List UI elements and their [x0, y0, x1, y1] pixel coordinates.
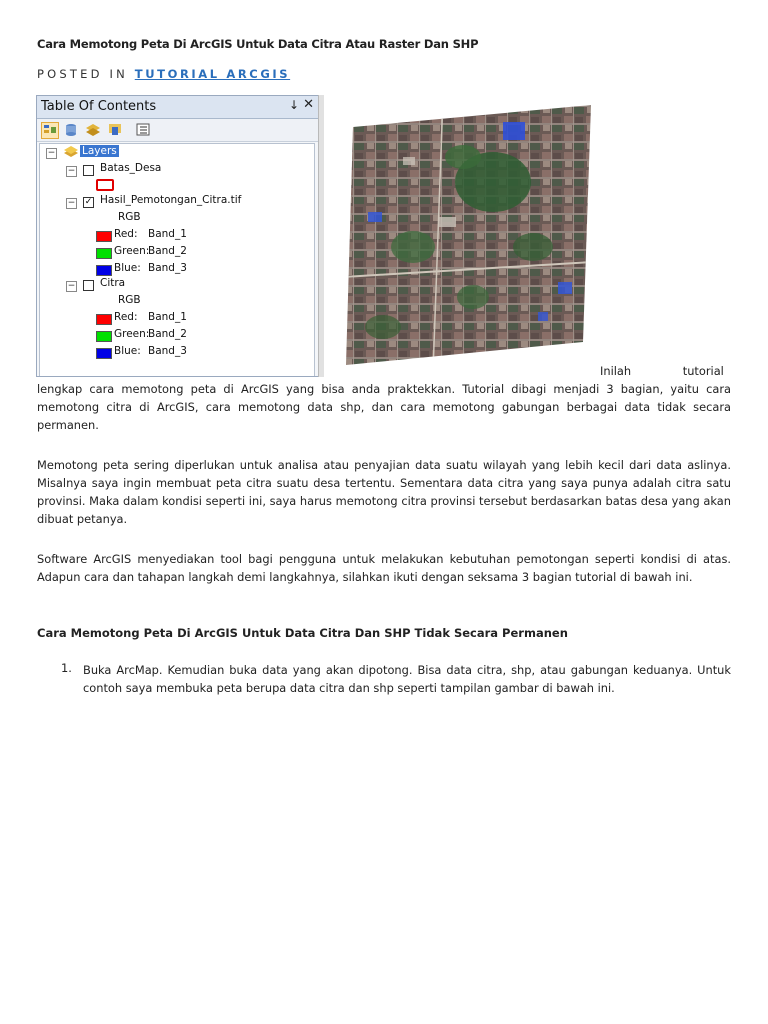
clipped-satellite-image — [343, 97, 593, 372]
step-number: 1. — [61, 661, 72, 675]
band-channel: Red: — [114, 311, 138, 323]
green-band-swatch — [96, 248, 112, 259]
close-icon[interactable]: ✕ — [303, 97, 314, 112]
table-of-contents-panel — [36, 95, 322, 377]
legend-title: RGB — [118, 294, 141, 306]
band-name: Band_2 — [148, 245, 187, 257]
posted-in-label: POSTED IN — [37, 67, 128, 81]
layer-name[interactable]: Hasil_Pemotongan_Citra.tif — [100, 194, 242, 206]
pin-icon[interactable]: ↓ — [288, 98, 299, 112]
band-channel: Blue: — [114, 345, 141, 357]
band-channel: Green: — [114, 245, 150, 257]
step-text: Buka ArcMap. Kemudian buka data yang akan dipotong. Bisa data citra, shp, atau gabungan keduanya. Untuk contoh saya membuka peta berupa data citra dan shp seperti tampilan gambar di bawah ini. — [83, 663, 731, 695]
polygon-symbol — [96, 179, 114, 191]
band-channel: Green: — [114, 328, 150, 340]
category-link[interactable]: TUTORIAL ARCGIS — [134, 67, 291, 81]
blue-band-swatch — [96, 348, 112, 359]
band-name: Band_1 — [148, 228, 187, 240]
toc-scrollbar[interactable] — [318, 95, 324, 377]
list-by-drawing-order-icon[interactable] — [41, 122, 59, 139]
list-by-visibility-icon[interactable] — [85, 122, 101, 137]
list-by-selection-icon[interactable] — [107, 122, 123, 137]
paragraph: Software ArcGIS menyediakan tool bagi pengguna untuk melakukan kebutuhan pemotongan seperti kondisi di atas. Adapun cara dan tahapan langkah demi langkahnya, silahkan ikuti dengan seksama 3 bagian tutorial di bawah ini. — [37, 552, 731, 584]
toc-title: Table Of Contents — [41, 99, 157, 114]
legend-title: RGB — [118, 211, 141, 223]
intro-paragraph: lengkap cara memotong peta di ArcGIS yang bisa anda praktekkan. Tutorial dibagi menjadi 3 bagian, yaitu cara memotong citra di ArcGIS, cara memotong data shp, dan cara memotong gabungan berbagai data tidak secara permanen. — [37, 382, 731, 432]
layer-visibility-checkbox[interactable] — [83, 165, 94, 176]
paragraph: Memotong peta sering diperlukan untuk analisa atau penyajian data suatu wilayah yang lebih kecil dari data aslinya. Misalnya saya ingin membuat peta citra suatu desa tertentu. Sementara data citra yang saya punya adalah citra satu provinsi. Maka dalam kondisi seperti ini, saya harus memotong citra provinsi tersebut berdasarkan batas desa yang akan dibuat petanya. — [37, 458, 731, 526]
band-name: Band_3 — [148, 262, 187, 274]
band-name: Band_3 — [148, 345, 187, 357]
layer-name[interactable]: Citra — [100, 277, 126, 289]
layers-icon — [62, 144, 80, 161]
green-band-swatch — [96, 331, 112, 342]
article-title: Cara Memotong Peta Di ArcGIS Untuk Data Citra Atau Raster Dan SHP — [37, 37, 479, 51]
band-name: Band_1 — [148, 311, 187, 323]
intro-head: Inilah tutorial — [600, 364, 724, 378]
blue-band-swatch — [96, 265, 112, 276]
collapse-icon[interactable]: − — [47, 148, 56, 158]
red-band-swatch — [96, 314, 112, 325]
red-band-swatch — [96, 231, 112, 242]
toc-toolbar — [37, 119, 321, 142]
collapse-icon[interactable]: − — [67, 166, 76, 176]
layer-visibility-checkbox[interactable] — [83, 280, 94, 291]
list-by-source-icon[interactable] — [63, 122, 79, 137]
collapse-icon[interactable]: − — [67, 281, 76, 291]
collapse-icon[interactable]: − — [67, 198, 76, 208]
layers-root[interactable]: Layers — [82, 145, 117, 157]
section-heading: Cara Memotong Peta Di ArcGIS Untuk Data Citra Dan SHP Tidak Secara Permanen — [37, 626, 568, 640]
band-channel: Blue: — [114, 262, 141, 274]
toc-header — [37, 96, 321, 119]
layer-visibility-checkbox[interactable]: ✓ — [84, 197, 93, 207]
layer-tree — [39, 143, 315, 376]
options-icon[interactable] — [135, 122, 151, 137]
band-name: Band_2 — [148, 328, 187, 340]
layer-name[interactable]: Batas_Desa — [100, 162, 162, 174]
post-meta — [37, 67, 290, 81]
band-channel: Red: — [114, 228, 138, 240]
